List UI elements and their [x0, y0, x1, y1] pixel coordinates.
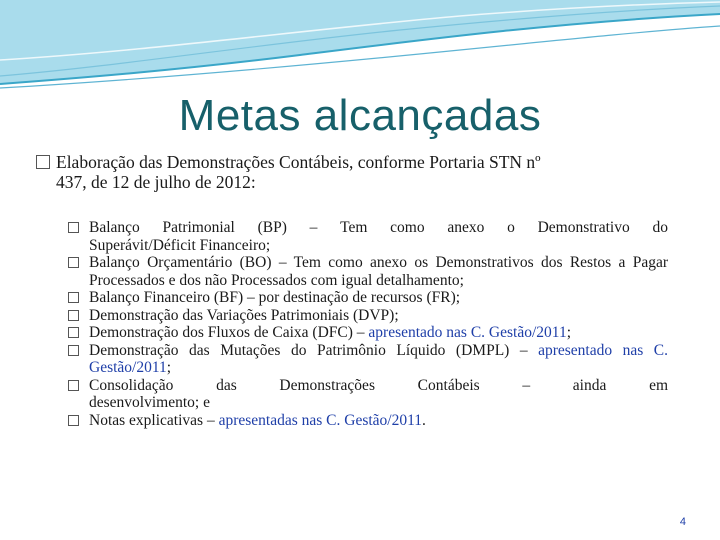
word: Demonstrativo — [537, 219, 630, 236]
list-item — [68, 377, 668, 412]
list-item — [68, 324, 668, 342]
word: anexo — [447, 219, 485, 236]
list-item — [68, 289, 668, 307]
word: (BP) — [257, 219, 287, 236]
item-main-text: Demonstração das Mutações do Patrimônio Líquido (DMPL) – — [89, 341, 539, 359]
list-item — [68, 254, 668, 289]
square-bullet-icon — [68, 345, 79, 356]
item-punctuation: ; — [566, 324, 572, 341]
item-line-2: Superávit/Déficit Financeiro; — [89, 236, 271, 254]
list-item — [68, 307, 668, 325]
item-main-text: Notas explicativas – — [89, 411, 219, 429]
word: – — [309, 219, 318, 236]
word: Patrimonial — [162, 219, 235, 236]
page-title: Metas alcançadas — [178, 91, 542, 140]
highlight-text: apresentado nas C. Gestão/2011 — [89, 341, 668, 376]
demonstrations-list — [68, 219, 668, 429]
intro-line-2: 437, de 12 de julho de 2012: — [56, 172, 256, 192]
item-punctuation: ; — [166, 359, 172, 376]
item-text — [89, 342, 668, 377]
word: Tem — [340, 219, 368, 236]
square-bullet-icon — [68, 415, 79, 426]
highlight-text: apresentadas nas C. Gestão/2011 — [218, 411, 423, 429]
square-bullet-icon — [68, 292, 79, 303]
item-main-text: Demonstração dos Fluxos de Caixa (DFC) – — [89, 324, 369, 341]
justified-line — [89, 219, 668, 237]
item-text: Balanço Orçamentário (BO) – Tem como anexo os Demonstrativos dos Restos a Pagar Processados e dos não Processados com igual detalhamento; — [89, 254, 668, 289]
word: Demonstrações — [279, 376, 375, 394]
square-bullet-icon — [68, 222, 79, 233]
square-bullet-icon — [36, 155, 50, 169]
justified-line — [89, 377, 668, 395]
item-text — [89, 412, 668, 430]
item-text: Demonstração das Variações Patrimoniais (DVP); — [89, 306, 399, 324]
list-item — [68, 412, 668, 430]
square-bullet-icon — [68, 310, 79, 321]
word: – — [522, 376, 531, 394]
word: Contábeis — [417, 376, 480, 394]
square-bullet-icon — [68, 257, 79, 268]
list-item — [68, 342, 668, 377]
item-punctuation: . — [422, 411, 426, 429]
item-text: Balanço Financeiro (BF) – por destinação de recursos (FR); — [89, 289, 461, 306]
highlight-text: apresentado nas C. Gestão/2011 — [368, 324, 567, 341]
list-item — [68, 219, 668, 254]
word: Consolidação — [89, 376, 174, 394]
intro-line-1: Elaboração das Demonstrações Contábeis, conforme Portaria STN nº — [56, 152, 541, 172]
word: como — [390, 219, 425, 236]
square-bullet-icon — [68, 380, 79, 391]
header-wave-decoration — [0, 0, 720, 90]
square-bullet-icon — [68, 327, 79, 338]
word: do — [652, 219, 668, 236]
word: das — [216, 376, 237, 394]
page-number: 4 — [679, 516, 686, 528]
item-line-2: desenvolvimento; e — [89, 394, 210, 411]
word: ainda — [572, 376, 607, 394]
intro-paragraph — [36, 152, 696, 192]
word: o — [507, 219, 515, 236]
word: Balanço — [89, 219, 140, 236]
word: em — [649, 376, 668, 394]
item-text — [89, 324, 668, 342]
